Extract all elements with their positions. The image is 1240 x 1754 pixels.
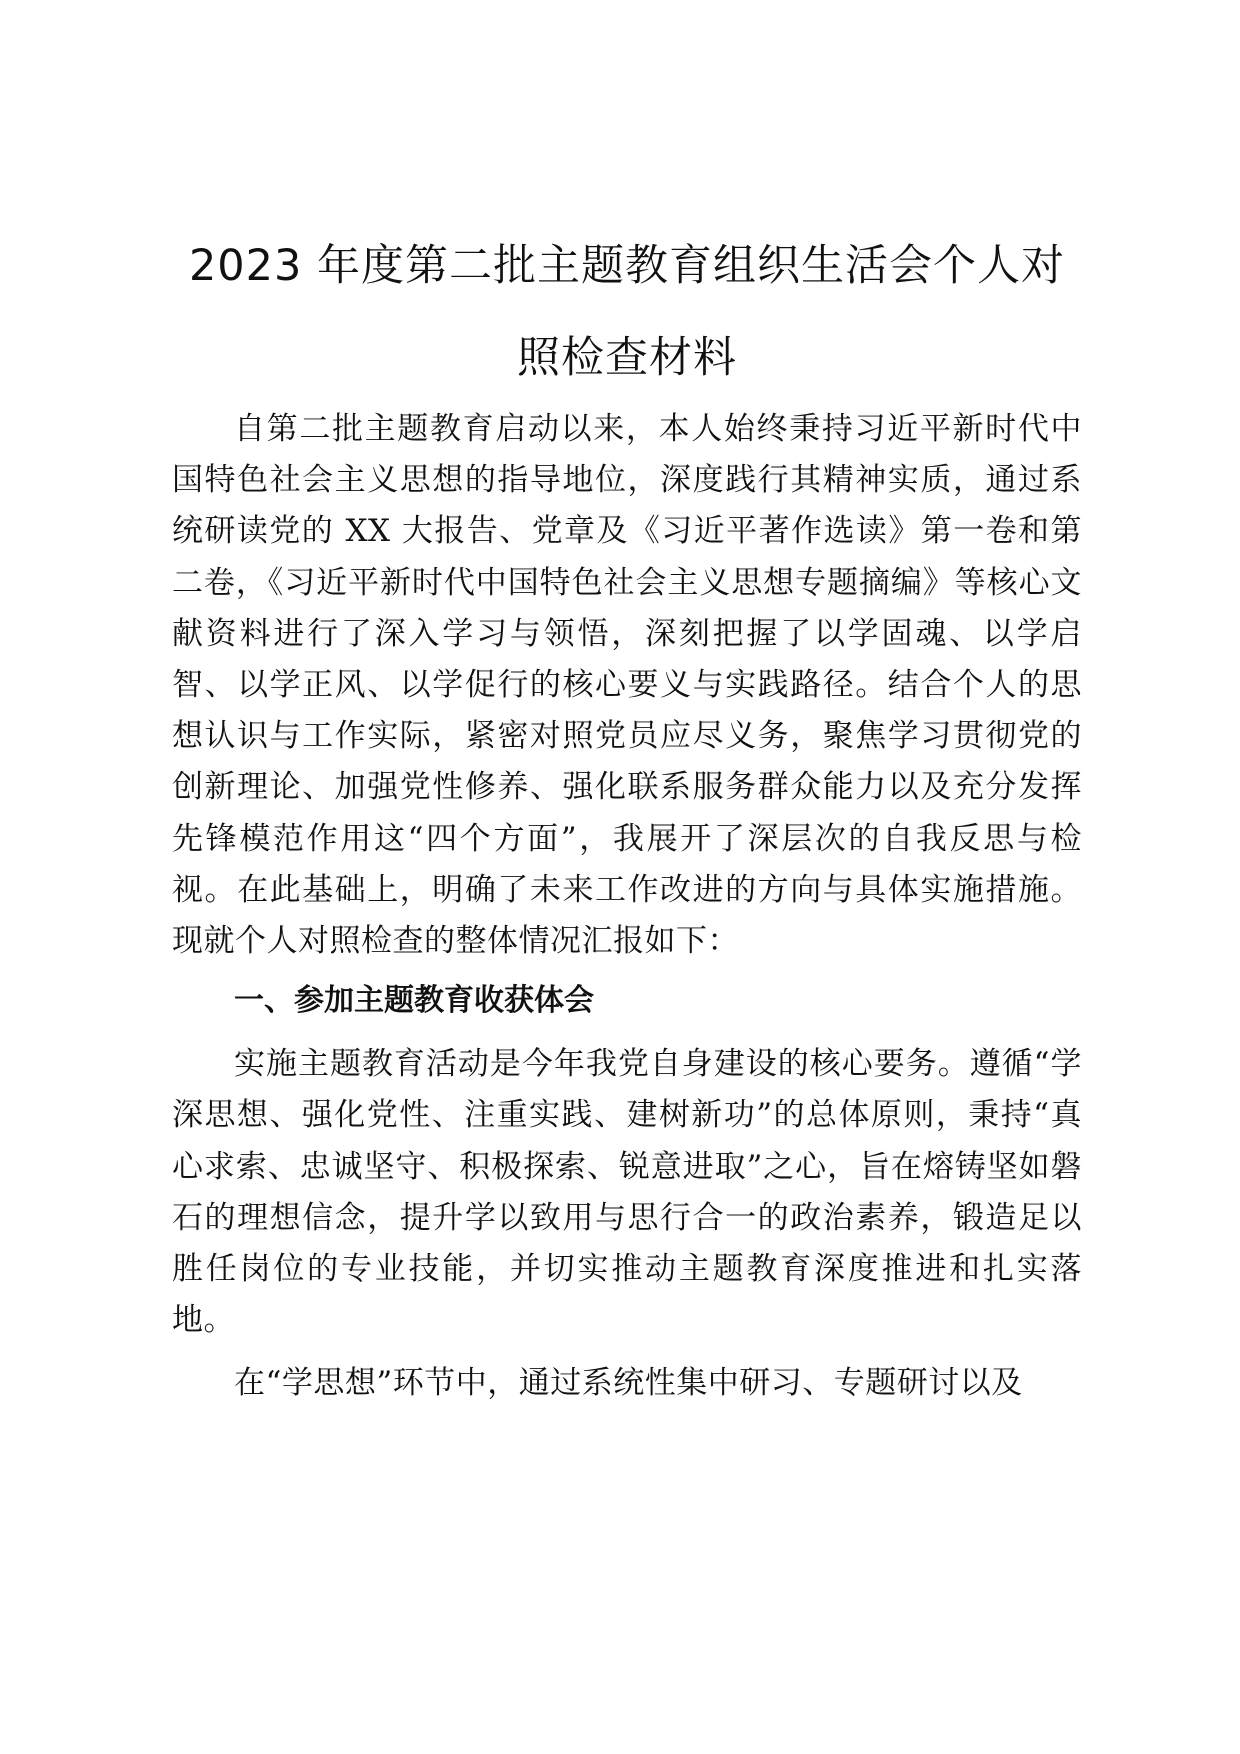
section-heading-1: 一、参加主题教育收获体会 (234, 983, 594, 1019)
intro-paragraph: 自第二批主题教育启动以来，本人始终秉持习近平新时代中国特色社会主义思想的指导地位，深度践行其精神实质，通过系统研读党的 XX 大报告、党章及《习近平著作选读》第一卷和第二卷，《习近平新时代中国特色社会主义思想专题摘编》等核心文献资料进行了深入学习与领悟，深刻把握了以学固魂、以学启智、以学正风、以学促行的核心要义与实践路径。结合个人的思想认识与工作实际，紧密对照党员应尽义务，聚焦学习贯彻党的创新理论、加强党性修养、强化联系服务群众能力以及充分发挥先锋模范作用这“四个方面”，我展开了深层次的自我反思与检视。在此基础上，明确了未来工作改进的方向与具体实施措施。现就个人对照检查的整体情况汇报如下： (172, 411, 1082, 960)
document-body (172, 220, 1082, 1410)
section-1-paragraph-1: 实施主题教育活动是今年我党自身建设的核心要务。遵循“学深思想、强化党性、注重实践、建树新功”的总体原则，秉持“真心求索、忠诚坚守、积极探索、锐意进取”之心，旨在熔铸坚如磐石的理想信念，提升学以致用与思行合一的政治素养，锻造足以胜任岗位的专业技能，并切实推动主题教育深度推进和扎实落地。 (172, 1046, 1082, 1339)
section-1-paragraph-2: 在“学思想”环节中，通过系统性集中研习、专题研讨以及 (234, 1365, 1023, 1402)
document-title (172, 220, 1082, 404)
title-line-1: 2023 年度第二批主题教育组织生活会个人对 (188, 241, 1066, 291)
title-line-2: 照检查材料 (517, 333, 737, 383)
